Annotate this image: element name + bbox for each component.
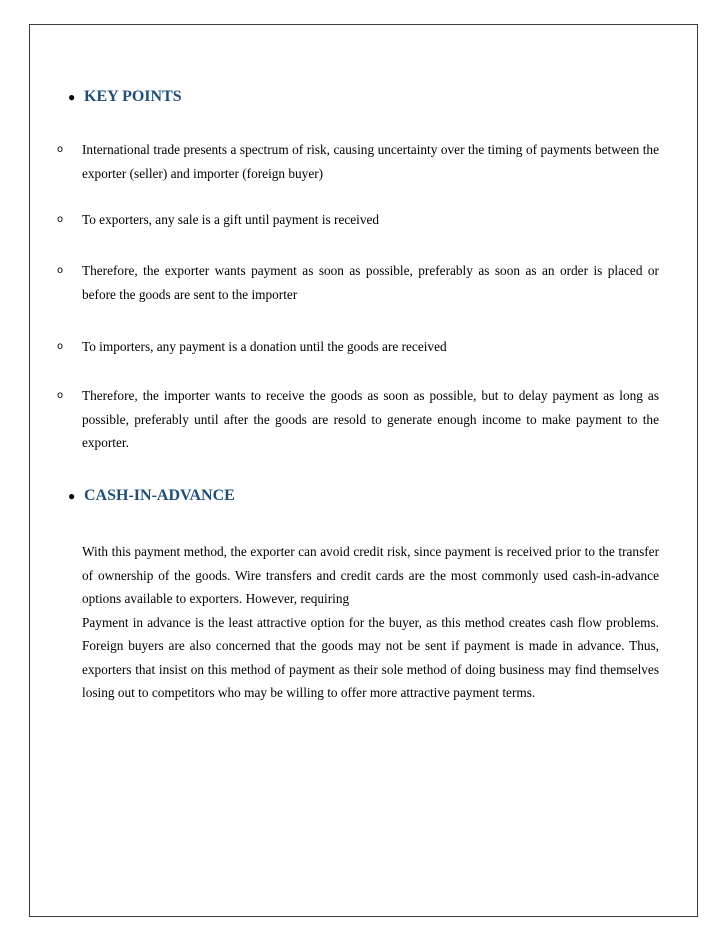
circle-bullet-icon: o [57, 390, 64, 401]
list-item [57, 208, 659, 232]
circle-bullet-icon: o [57, 265, 64, 276]
list-item [57, 138, 659, 185]
list-item [57, 384, 659, 455]
paragraph-text: With this payment method, the exporter can avoid credit risk, since payment is received prior to the transfer of ownership of the goods. Wire transfers and credit cards are the most commonly used cash-in-advance options available to exporters. However, requiring [82, 544, 659, 606]
body-paragraph [82, 540, 659, 705]
list-item-text: International trade presents a spectrum of risk, causing uncertainty over the timing of payments between the exporter (seller) and importer (foreign buyer) [82, 142, 659, 181]
section-heading-key-points [68, 87, 182, 107]
list-item [57, 335, 659, 359]
circle-bullet-icon: o [57, 144, 64, 155]
section-heading-text: CASH-IN-ADVANCE [84, 487, 235, 504]
list-item-text: To importers, any payment is a donation until the goods are received [82, 339, 447, 354]
section-heading-text: KEY POINTS [84, 88, 182, 105]
paragraph-text: Payment in advance is the least attractive option for the buyer, as this method creates cash flow problems. Foreign buyers are also concerned that the goods may not be sent if payment is made in advance. Thus, exporters that insist on this method of payment as their sole method of doing business may find themselves losing out to competitors who may be willing to offer more attractive payment terms. [82, 614, 659, 700]
circle-bullet-icon: o [57, 341, 64, 352]
list-item-text: Therefore, the exporter wants payment as soon as possible, preferably as soon as an order is placed or before the goods are sent to the importer [82, 263, 659, 302]
bullet-icon: ● [68, 489, 76, 503]
section-heading-cash-in-advance [68, 486, 235, 506]
list-item [57, 259, 659, 306]
list-item-text: To exporters, any sale is a gift until payment is received [82, 212, 380, 227]
circle-bullet-icon: o [57, 214, 64, 225]
list-item-text: Therefore, the importer wants to receive the goods as soon as possible, but to delay payment as long as possible, preferably until after the goods are resold to generate enough income to make payment to the exporter. [82, 388, 659, 450]
bullet-icon: ● [68, 90, 76, 104]
